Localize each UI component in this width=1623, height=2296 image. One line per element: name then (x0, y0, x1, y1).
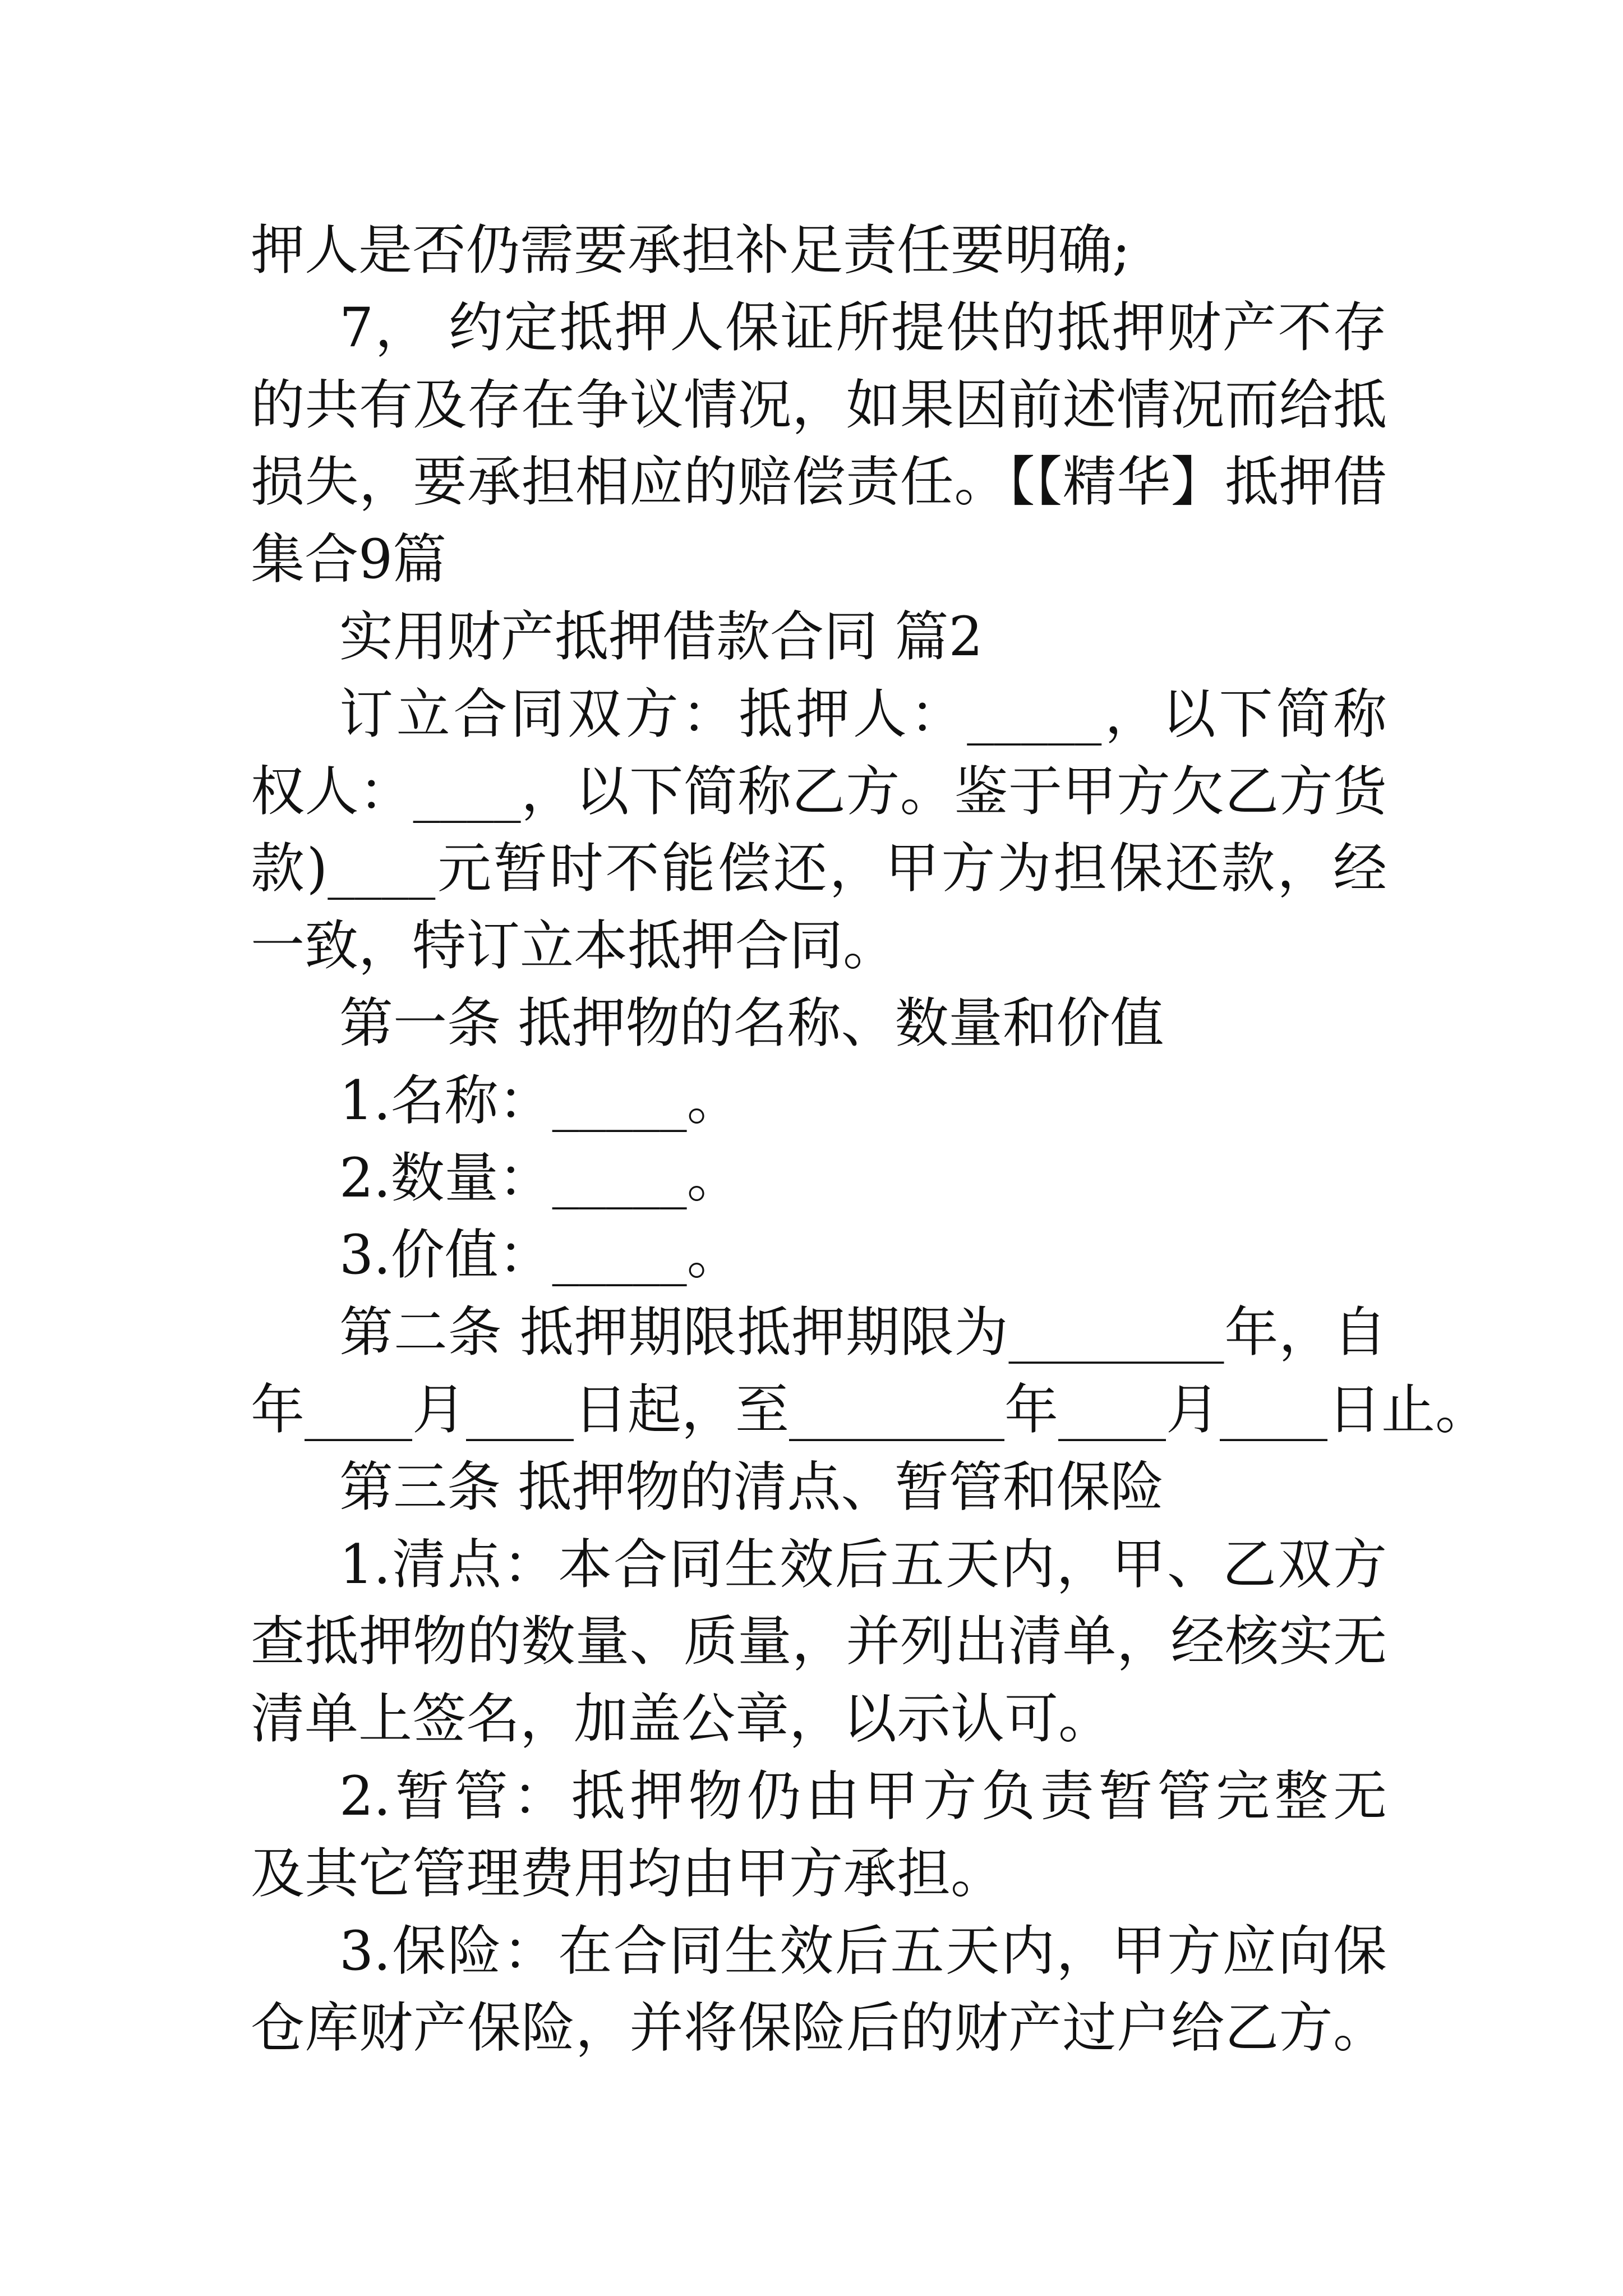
text-line: 仓库财产保险，并将保险后的财产过户给乙方。 (251, 1996, 1387, 2060)
text-line: 一致，特订立本抵押合同。 (251, 914, 897, 978)
text-line: 及其它管理费用均由甲方承担。 (251, 1842, 1004, 1905)
text-line: 的共有及存在争议情况，如果因前述情况而给抵 (251, 373, 1387, 436)
text-line: 7， 约定抵押人保证所提供的抵押财产不存 (339, 296, 1387, 359)
text-line: 第三条 抵押物的清点、暂管和保险 (339, 1455, 1164, 1519)
text-line: 第一条 抵押物的名称、数量和价值 (339, 991, 1164, 1055)
text-line: 第二条 抵押期限抵押期限为________年，自 (339, 1301, 1387, 1364)
text-line: 2.数量：_____。 (339, 1146, 741, 1209)
text-line: 清单上签名，加盖公章，以示认可。 (251, 1687, 1112, 1751)
text-line: 押人是否仍需要承担补足责任要明确; (251, 219, 1131, 282)
text-line: 订立合同双方：抵押人：_____，以下简称 (339, 682, 1387, 746)
text-line: 1.清点：本合同生效后五天内，甲、乙双方 (339, 1533, 1387, 1596)
text-line: 年____月____日起，至________年____月____日止。 (251, 1378, 1489, 1441)
text-line: 1.名称：_____。 (339, 1069, 741, 1132)
text-line: 集合9篇 (251, 528, 447, 591)
text-line: 2.暂管：抵押物仍由甲方负责暂管完整无 (339, 1764, 1387, 1828)
text-line: 查抵押物的数量、质量，并列出清单，经核实无 (251, 1610, 1387, 1673)
text-line: 损失，要承担相应的赔偿责任。【【精华】抵押借 (251, 450, 1387, 514)
text-line: 3.价值：_____。 (339, 1223, 741, 1287)
text-line: 款)____元暂时不能偿还，甲方为担保还款，经 (251, 837, 1387, 900)
text-line: 实用财产抵押借款合同 篇2 (339, 605, 983, 668)
text-line: 3.保险：在合同生效后五天内，甲方应向保 (339, 1919, 1387, 1982)
text-line: 权人：____，以下简称乙方。鉴于甲方欠乙方货 (251, 760, 1387, 823)
document-body (251, 212, 1489, 2067)
